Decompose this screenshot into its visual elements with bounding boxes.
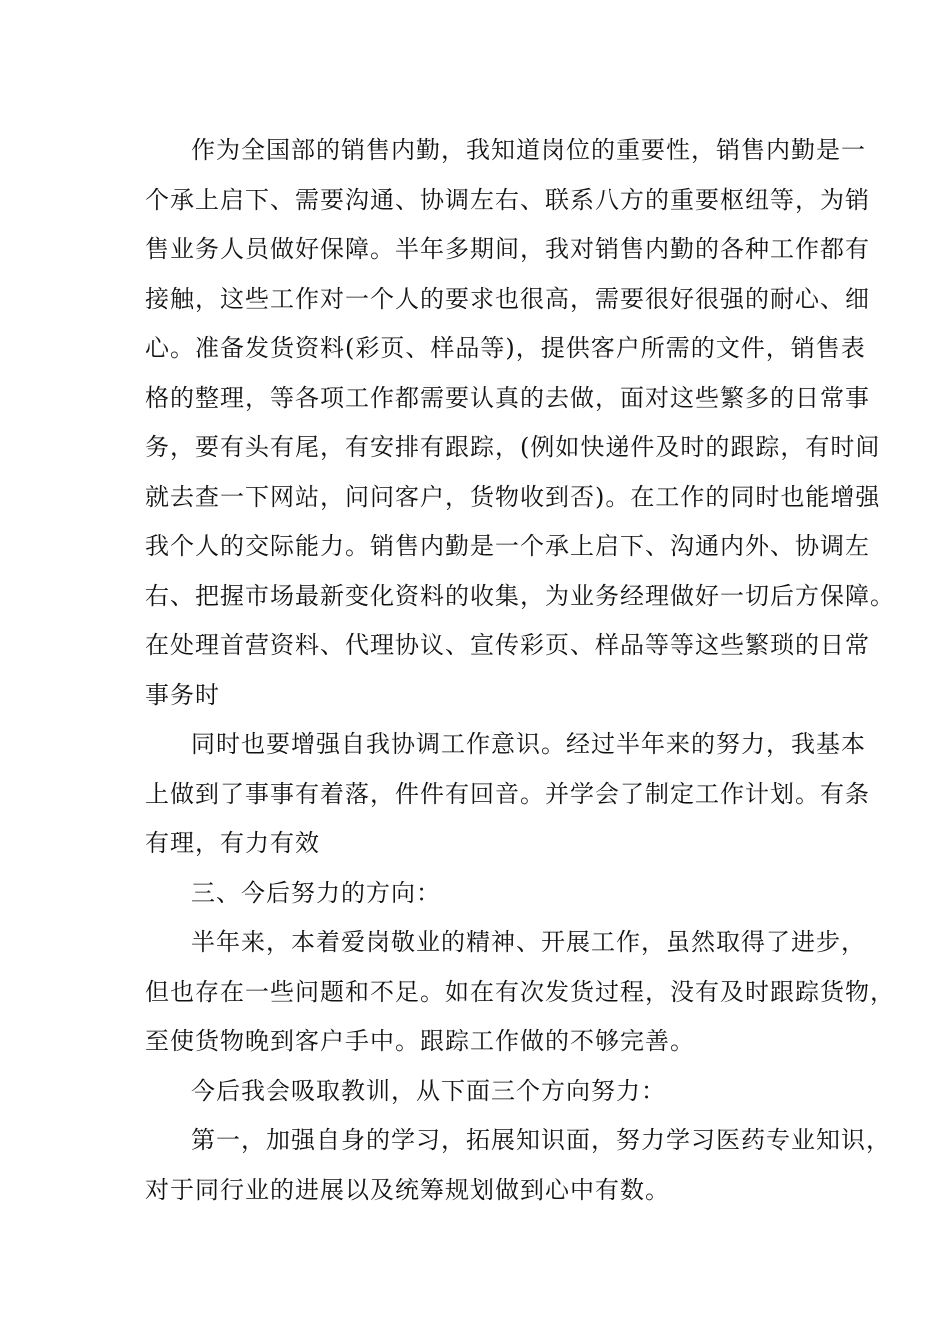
paragraph-first-direction <box>145 1116 891 1215</box>
paragraph-lessons <box>145 1067 810 1117</box>
text-line: 事务时 <box>145 680 220 709</box>
text-line: 同时也要增强自我协调工作意识。经过半年来的努力，我基本 <box>191 730 866 758</box>
text-line: 务，要有头有尾，有安排有跟踪，(例如快递件及时的跟踪，有时间 <box>145 433 881 461</box>
text-line: 在处理首营资料、代理协议、宣传彩页、样品等等这些繁琐的日常 <box>145 631 870 659</box>
text-line: 第一，加强自身的学习，拓展知识面，努力学习医药专业知识， <box>191 1126 891 1154</box>
text-line: 个承上启下、需要沟通、协调左右、联系八方的重要枢纽等，为销 <box>145 185 870 214</box>
text-line: 有理，有力有效 <box>145 829 320 857</box>
text-line: 我个人的交际能力。销售内勤是一个承上启下、沟通内外、协调左 <box>145 532 870 560</box>
section-heading <box>145 869 810 919</box>
text-line: 今后我会吸取教训，从下面三个方向努力： <box>191 1076 666 1105</box>
text-line: 但也存在一些问题和不足。如在有次发货过程，没有及时跟踪货物， <box>145 977 895 1006</box>
text-line: 心。准备发货资料(彩页、样品等)，提供客户所需的文件，销售表 <box>145 334 866 362</box>
text-line: 作为全国部的销售内勤，我知道岗位的重要性，销售内勤是一 <box>191 136 866 164</box>
text-line: 右、把握市场最新变化资料的收集，为业务经理做好一切后方保障。 <box>145 581 895 610</box>
text-line: 售业务人员做好保障。半年多期间，我对销售内勤的各种工作都有 <box>145 235 870 263</box>
paragraph-shortcomings <box>145 918 895 1067</box>
text-line: 接触，这些工作对一个人的要求也很高，需要很好很强的耐心、细 <box>145 284 870 313</box>
document-body <box>145 126 895 1215</box>
section-heading-text: 三、今后努力的方向： <box>191 878 441 907</box>
paragraph-coordination <box>145 720 870 869</box>
text-line: 至使货物晚到客户手中。跟踪工作做的不够完善。 <box>145 1027 695 1055</box>
paragraph-sales-duties <box>145 126 895 720</box>
text-line: 就去查一下网站，问问客户，货物收到否)。在工作的同时也能增强 <box>145 482 881 511</box>
text-line: 上做到了事事有着落，件件有回音。并学会了制定工作计划。有条 <box>145 779 870 808</box>
text-line: 半年来，本着爱岗敬业的精神、开展工作，虽然取得了进步， <box>191 928 866 956</box>
text-line: 对于同行业的进展以及统筹规划做到心中有数。 <box>145 1175 670 1204</box>
text-line: 格的整理，等各项工作都需要认真的去做，面对这些繁多的日常事 <box>145 383 870 412</box>
